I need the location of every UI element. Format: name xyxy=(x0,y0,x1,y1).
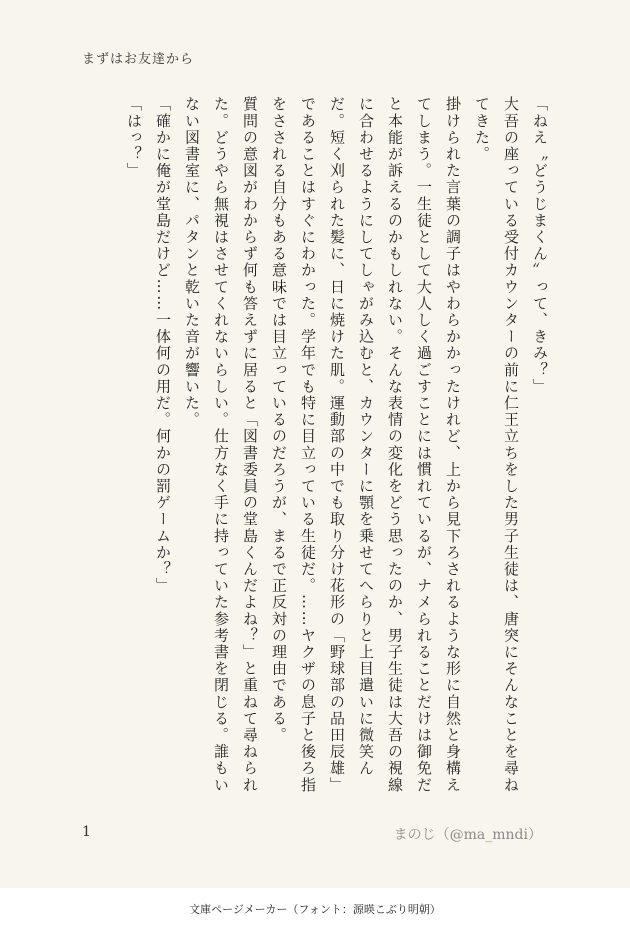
running-header-title: まずはお友達から xyxy=(82,52,195,67)
text-paragraph-2: 掛けられた言葉の調子はやわらかかったけれど、上から見下ろされるような形に自然と身構えてしまう。一生徒として大人しく過ごすことには慣れているが、ナメられることだけは御免だと本能が訴えるのかもしれない。そんな表情の変化をどう思ったのか、男子生徒は大吾の視線に合わせるようにしてしゃがみ込むと、カウンターに顎を乗せてへらりと上目遣いに微笑んだ。短く刈られた髪に、日に焼けた肌。運動部の中でも取り分け花形の「野球部の品田辰雄」であることはすぐにわかった。学年でも特に目立っている生徒だ。……ヤクザの息子と後ろ指をさされる自分もある意味では目立っているのだろうが、まるで正反対の理由である。 xyxy=(270,96,462,794)
text-paragraph-1: 大吾の座っている受付カウンターの前に仁王立ちをした男子生徒は、唐突にそんなことを尋ねてきた。 xyxy=(473,96,520,794)
vertical-body-text xyxy=(74,96,554,796)
author-credit: まのじ（@ma_mndi） xyxy=(393,827,542,843)
text-paragraph-3: 質問の意図がわからず何も答えずに居ると「図書委員の堂島くんだよね？」と重ねて尋ねられた。どうやら無視はさせてくれないらしい。仕方なく手に持っていた参考書を閉じる。誰もいない図書室に、パタンと乾いた音が響いた。 xyxy=(183,96,259,794)
text-line-dialogue-2: 「確かに俺が堂島だけど……一体何の用だ。何かの罰ゲームか？」 xyxy=(154,96,172,594)
page-number: 1 xyxy=(82,824,91,840)
text-line-dialogue-1: 「ねえ〝どうじまくん〟って、きみ？」 xyxy=(531,96,549,395)
generator-caption: 文庫ページメーカー（フォント：源暎こぶり明朝） xyxy=(189,903,441,916)
text-line-dialogue-3: 「はっ？」 xyxy=(125,96,143,179)
